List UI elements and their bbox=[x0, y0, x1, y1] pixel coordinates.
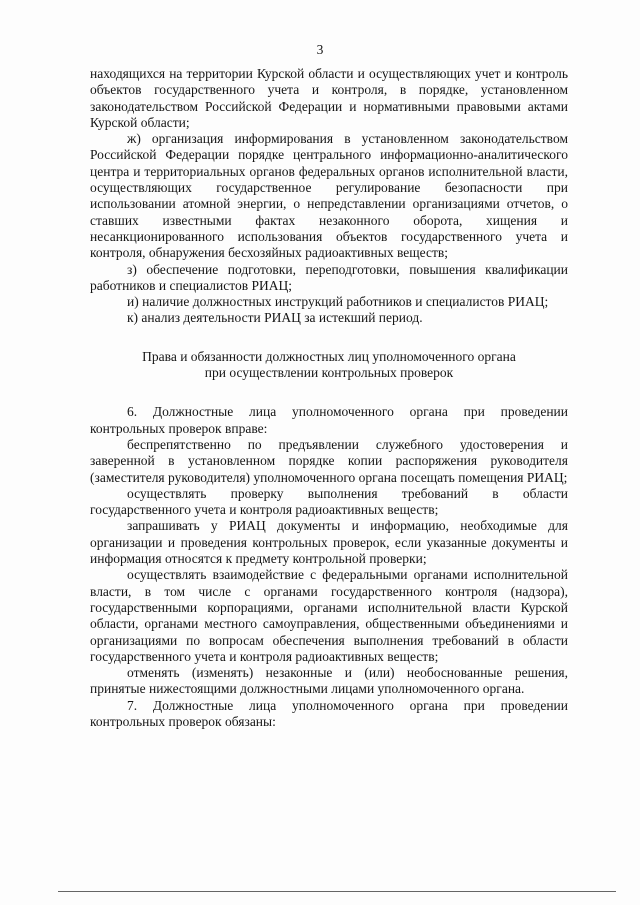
paragraph-right-cooperate: осуществлять взаимодействие с федеральными органами исполнительной власти, в том числе с органами государственного контроля (надзора), государственными корпорациями, органами исполнительной власти Курской области, органами местного самоуправления, общественными объединениями и организациями по вопросам обеспечения выполнения требований в области государственного учета и контроля радиоактивных веществ; bbox=[90, 567, 568, 664]
paragraph-item-k: к) анализ деятельности РИАЦ за истекший период. bbox=[127, 310, 423, 326]
paragraph-clause-6: 6. Должностные лица уполномоченного органа при проведении контрольных проверок вправе: bbox=[90, 404, 568, 436]
paragraph-right-request: запрашивать у РИАЦ документы и информацию, необходимые для организации и проведения контрольных проверок, если указанные документы и информация относятся к предмету контрольной проверки; bbox=[90, 518, 568, 567]
section-heading-line-2: при осуществлении контрольных проверок bbox=[204, 365, 454, 381]
document-body bbox=[90, 66, 568, 730]
section-heading-line-1: Права и обязанности должностных лиц уполномоченного органа bbox=[142, 348, 516, 364]
paragraph-right-inspect: осуществлять проверку выполнения требований в области государственного учета и контроля радиоактивных веществ; bbox=[90, 485, 568, 518]
footer-divider bbox=[58, 891, 616, 892]
paragraph-item-z: з) обеспечение подготовки, переподготовки, повышения квалификации работников и специалистов РИАЦ; bbox=[90, 261, 568, 293]
paragraph-continuation: находящихся на территории Курской области и осуществляющих учет и контроль объектов государственного учета и контроля, в порядке, установленном законодательством Российской Федерации и нормативными правовыми актами Курской области; bbox=[90, 66, 568, 130]
paragraph-item-i: и) наличие должностных инструкций работников и специалистов РИАЦ; bbox=[127, 294, 549, 310]
page-number: 3 bbox=[316, 42, 324, 57]
paragraph-right-visit: беспрепятственно по предъявлении служебного удостоверения и заверенной в установленном порядке копии распоряжения руководителя (заместителя руководителя) уполномоченного органа посещать помещения РИАЦ; bbox=[90, 436, 568, 485]
paragraph-right-cancel: отменять (изменять) незаконные и (или) необоснованные решения, принятые нижестоящими должностными лицами уполномоченного органа. bbox=[90, 665, 568, 697]
paragraph-clause-7: 7. Должностные лица уполномоченного органа при проведении контрольных проверок обязаны: bbox=[90, 697, 568, 729]
paragraph-item-zh: ж) организация информирования в установленном законодательством Российской Федерации порядке центрального информационно-аналитического центра и территориальных органов федеральных органов исполнительной власти, осуществляющих государственное регулирование безопасности при использовании атомной энергии, о непредставлении организациями отчетов, о ставших известными фактах незаконного оборота, хищения и несанкционированного использования объектов государственного учета и контроля, обнаружения бесхозяйных радиоактивных веществ; bbox=[90, 131, 568, 261]
section-heading bbox=[90, 349, 568, 382]
